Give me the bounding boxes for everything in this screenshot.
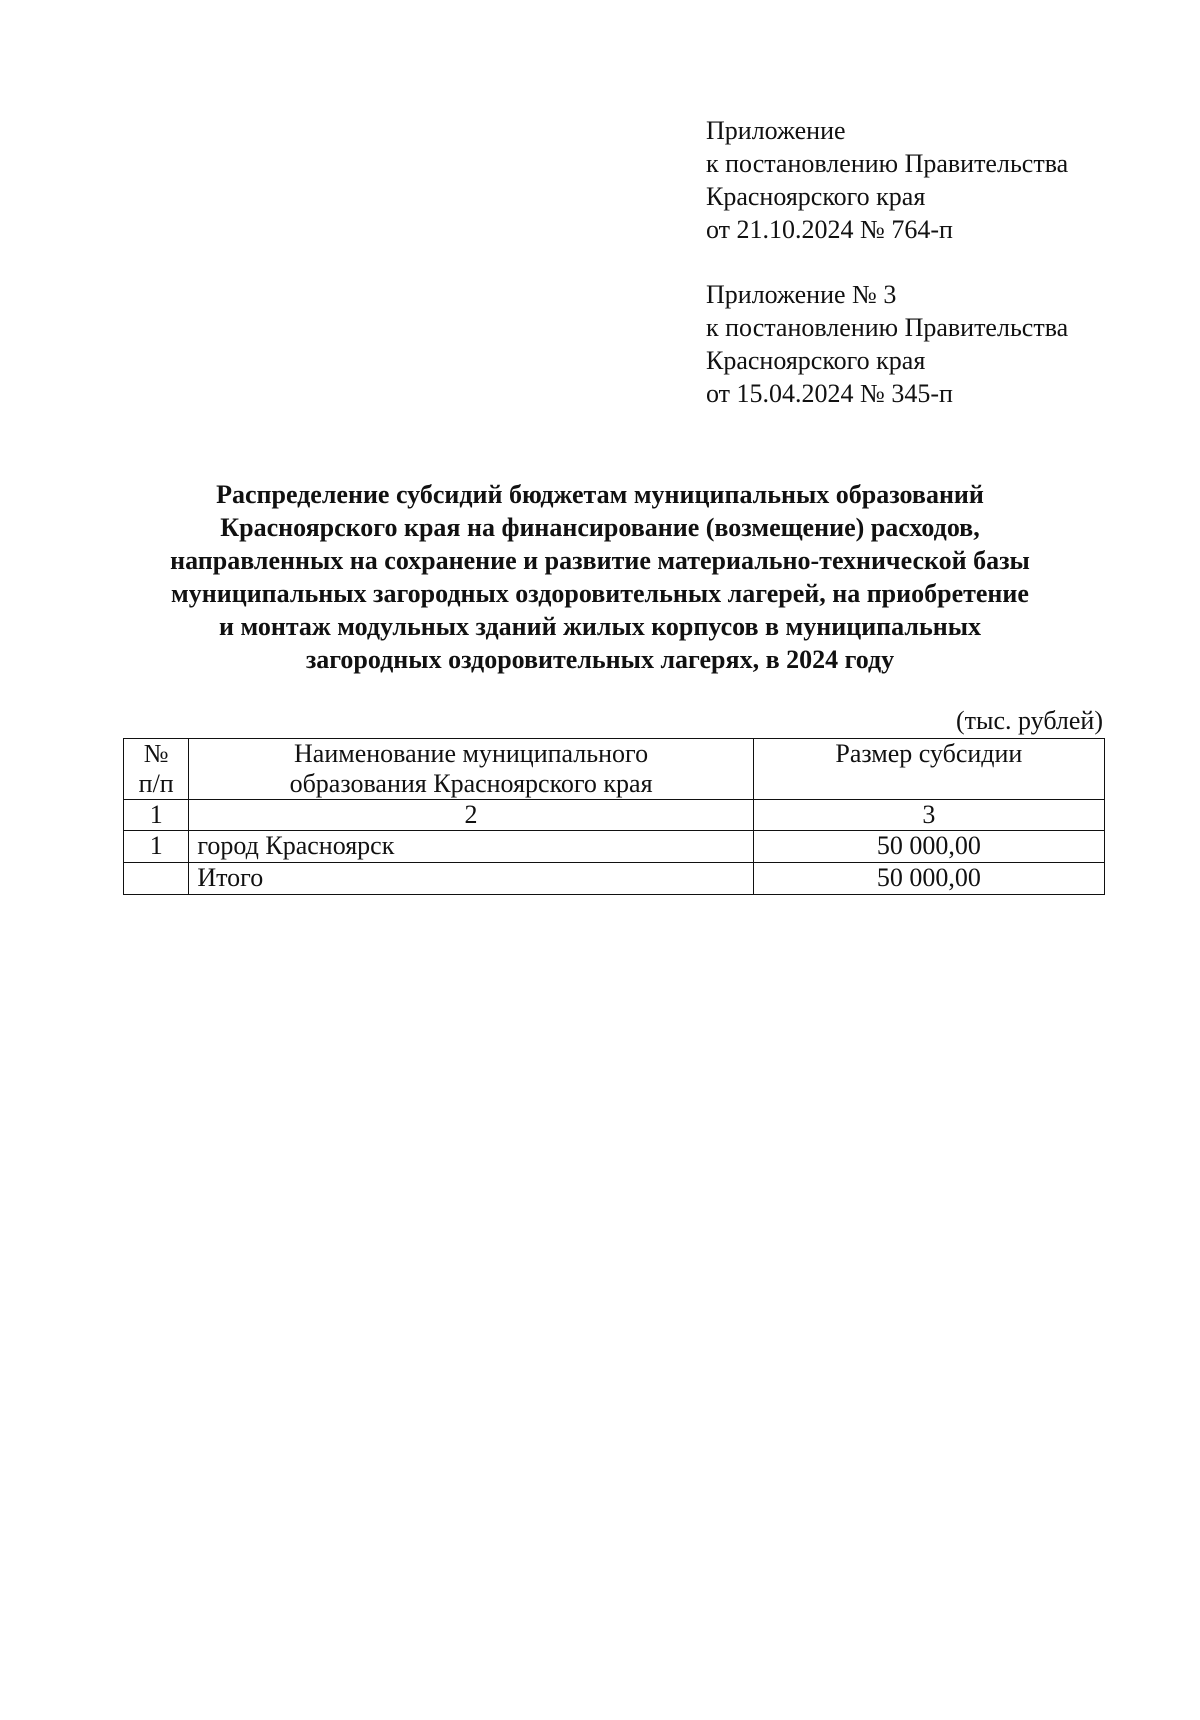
column-index-cell: 2 — [189, 800, 753, 831]
title-line: Распределение субсидий бюджетам муниципальных образований — [216, 480, 984, 509]
row-amount-cell: 50 000,00 — [753, 863, 1104, 895]
table-header-row — [124, 739, 1105, 800]
attachment-line: к постановлению Правительства — [706, 149, 1069, 178]
column-index-cell: 1 — [124, 800, 189, 831]
row-num-cell — [124, 863, 189, 895]
header-size-label: Размер субсидии — [835, 739, 1023, 768]
header-name-line1: Наименование муниципального — [294, 739, 649, 768]
attachment-line: от 21.10.2024 № 764-п — [706, 215, 953, 244]
row-amount-cell: 50 000,00 — [753, 831, 1104, 863]
header-num — [124, 739, 189, 800]
attachment-line: Приложение № 3 — [706, 280, 897, 309]
attachment-line: Красноярского края — [706, 346, 926, 375]
header-name-line2: образования Красноярского края — [289, 769, 653, 798]
title-line: направленных на сохранение и развитие материально-технической базы — [170, 546, 1030, 575]
row-name-cell: город Красноярск — [189, 831, 753, 863]
title-line: и монтаж модульных зданий жилых корпусов в муниципальных — [218, 612, 981, 641]
column-index-cell: 3 — [753, 800, 1104, 831]
attachment-line: Красноярского края — [706, 182, 926, 211]
document-title — [120, 478, 1080, 676]
header-name — [189, 739, 753, 800]
title-line: Красноярского края на финансирование (возмещение) расходов, — [220, 513, 980, 542]
table-total-row — [124, 863, 1105, 895]
title-line: муниципальных загородных оздоровительных лагерей, на приобретение — [171, 579, 1029, 608]
column-index-row — [124, 800, 1105, 831]
attachment-header-original — [706, 278, 1146, 410]
units-label: (тыс. рублей) — [955, 706, 1103, 735]
subsidy-table — [123, 738, 1105, 895]
table-row — [124, 831, 1105, 863]
header-num-line1: № — [143, 739, 169, 768]
header-num-line2: п/п — [138, 769, 174, 798]
title-line: загородных оздоровительных лагерях, в 2024 году — [305, 645, 895, 674]
attachment-line: Приложение — [706, 116, 846, 145]
header-size — [753, 739, 1104, 800]
attachment-line: к постановлению Правительства — [706, 313, 1069, 342]
row-name-cell: Итого — [189, 863, 753, 895]
attachment-line: от 15.04.2024 № 345-п — [706, 379, 953, 408]
row-num-cell: 1 — [124, 831, 189, 863]
attachment-header-current — [706, 114, 1146, 246]
